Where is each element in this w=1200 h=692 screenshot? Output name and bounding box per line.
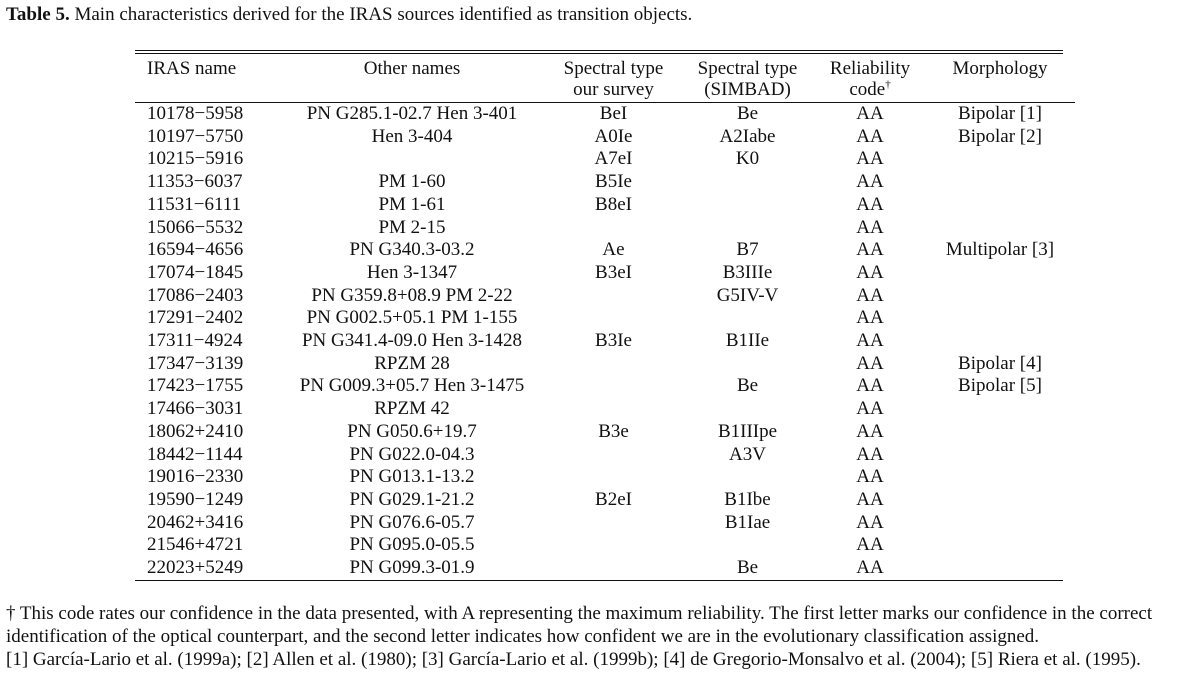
table-row xyxy=(135,307,1075,330)
cell-other-names: Hen 3-1347 xyxy=(366,261,458,283)
cell-reliability-code: AA xyxy=(856,466,884,488)
cell-reliability-code: AA xyxy=(856,488,884,510)
cell-reliability-code: AA xyxy=(856,284,884,306)
table-caption xyxy=(6,3,692,27)
cell-iras-name: 22023+5249 xyxy=(147,557,244,579)
cell-spectral-type-survey: A0Ie xyxy=(594,125,633,147)
cell-other-names: PM 1-61 xyxy=(378,193,446,215)
cell-spectral-type-simbad xyxy=(680,398,815,421)
cell-reliability-code: AA xyxy=(856,511,884,533)
cell-other-names: PN G095.0-05.5 xyxy=(349,534,475,556)
cell-other-names: PN G076.6-05.7 xyxy=(349,511,475,533)
cell-morphology: Bipolar [2] xyxy=(958,125,1042,147)
cell-morphology xyxy=(925,466,1075,489)
cell-spectral-type-simbad: B1Ibe xyxy=(724,488,771,510)
dagger-footnote: † This code rates our confidence in the data presented, with A representing the maximum reliability. The first letter marks our confidence in the correct identification of the optical counterpart, and the second letter indicates how confident we are in the evolutionary classification assigned. xyxy=(6,603,1153,647)
cell-reliability-code: AA xyxy=(856,557,884,579)
cell-spectral-type-simbad xyxy=(680,194,815,217)
cell-iras-name: 19016−2330 xyxy=(147,466,244,488)
cell-other-names: RPZM 42 xyxy=(374,398,450,420)
table-row xyxy=(135,239,1075,262)
header-morphology xyxy=(925,54,1075,103)
cell-morphology xyxy=(925,171,1075,194)
cell-spectral-type-simbad xyxy=(680,171,815,194)
cell-spectral-type-survey xyxy=(547,353,680,376)
header-other-names-line1: Other names xyxy=(363,58,461,79)
cell-spectral-type-survey xyxy=(547,375,680,398)
cell-iras-name: 18442−1144 xyxy=(147,443,243,465)
cell-morphology xyxy=(925,148,1075,171)
cell-morphology xyxy=(925,534,1075,557)
cell-iras-name: 19590−1249 xyxy=(147,488,244,510)
cell-iras-name: 17074−1845 xyxy=(147,261,244,283)
cell-spectral-type-survey xyxy=(547,285,680,308)
cell-reliability-code: AA xyxy=(856,216,884,238)
table-row xyxy=(135,375,1075,398)
cell-spectral-type-survey: A7eI xyxy=(594,148,633,170)
characteristics-table xyxy=(135,54,1075,580)
cell-reliability-code: AA xyxy=(856,398,884,420)
table-bottom-rule xyxy=(135,580,1063,581)
table-row xyxy=(135,466,1075,489)
characteristics-table-container xyxy=(135,50,1063,581)
cell-other-names: PN G029.1-21.2 xyxy=(349,488,475,510)
cell-iras-name: 17086−2403 xyxy=(147,284,244,306)
cell-iras-name: 17311−4924 xyxy=(147,330,243,352)
header-spectral-type-survey xyxy=(547,54,680,103)
cell-spectral-type-simbad: A3V xyxy=(729,443,766,465)
cell-iras-name: 15066−5532 xyxy=(147,216,244,238)
cell-spectral-type-simbad: B1IIe xyxy=(725,330,770,352)
cell-spectral-type-simbad: G5IV-V xyxy=(716,284,779,306)
cell-morphology xyxy=(925,398,1075,421)
cell-spectral-type-survey: B8eI xyxy=(595,193,632,215)
cell-spectral-type-simbad xyxy=(680,217,815,240)
header-iras-name xyxy=(135,54,277,103)
cell-other-names: PN G009.3+05.7 Hen 3-1475 xyxy=(299,375,525,397)
cell-morphology xyxy=(925,421,1075,444)
cell-spectral-type-survey: Ae xyxy=(602,239,625,261)
cell-morphology xyxy=(925,307,1075,330)
cell-spectral-type-simbad: A2Iabe xyxy=(719,125,776,147)
cell-spectral-type-survey xyxy=(547,512,680,535)
cell-morphology xyxy=(925,194,1075,217)
cell-other-names: PN G013.1-13.2 xyxy=(349,466,475,488)
cell-morphology xyxy=(925,285,1075,308)
cell-iras-name: 17291−2402 xyxy=(147,307,244,329)
cell-morphology xyxy=(925,489,1075,512)
cell-reliability-code: AA xyxy=(856,307,884,329)
header-spectral-type-survey-line1: Spectral type xyxy=(563,58,664,79)
cell-spectral-type-survey xyxy=(547,307,680,330)
cell-iras-name: 10197−5750 xyxy=(147,125,244,147)
header-other-names xyxy=(277,54,547,103)
cell-spectral-type-simbad xyxy=(680,466,815,489)
cell-morphology xyxy=(925,512,1075,535)
cell-spectral-type-simbad xyxy=(680,307,815,330)
table-row xyxy=(135,330,1075,353)
cell-other-names: PN G341.4-09.0 Hen 3-1428 xyxy=(301,330,523,352)
header-morphology-line1: Morphology xyxy=(952,58,1048,79)
cell-morphology xyxy=(925,330,1075,353)
cell-other-names: PN G022.0-04.3 xyxy=(349,443,475,465)
cell-other-names: PN G359.8+08.9 PM 2-22 xyxy=(311,284,513,306)
cell-reliability-code: AA xyxy=(856,352,884,374)
cell-morphology xyxy=(925,444,1075,467)
table-row xyxy=(135,262,1075,285)
cell-iras-name: 18062+2410 xyxy=(147,420,244,442)
references-footnote: [1] García-Lario et al. (1999a); [2] Allen et al. (1980); [3] García-Lario et al. (1999b); [4] de Gregorio-Monsalvo et al. (2004); [5] Riera et al. (1995). xyxy=(6,649,1141,670)
header-iras-name-line1: IRAS name xyxy=(147,58,237,79)
table-row xyxy=(135,489,1075,512)
cell-other-names: PM 2-15 xyxy=(378,216,446,238)
table-body xyxy=(135,103,1075,580)
cell-morphology: Bipolar [5] xyxy=(958,375,1042,397)
header-reliability-line2: code xyxy=(849,79,886,100)
cell-spectral-type-simbad: K0 xyxy=(735,148,760,170)
table-row xyxy=(135,557,1075,580)
cell-spectral-type-survey: B5Ie xyxy=(595,171,632,193)
table-caption-label: Table 5. xyxy=(6,4,70,25)
table-header xyxy=(135,54,1075,103)
table-caption-text: Main characteristics derived for the IRAS sources identified as transition objects. xyxy=(69,4,693,25)
cell-other-names: PN G340.3-03.2 xyxy=(349,239,475,261)
cell-iras-name: 11353−6037 xyxy=(147,171,243,193)
cell-spectral-type-survey: BeI xyxy=(599,103,628,124)
cell-other-names: PM 1-60 xyxy=(378,171,446,193)
table-row xyxy=(135,421,1075,444)
cell-reliability-code: AA xyxy=(856,148,884,170)
header-spectral-type-simbad-line2: (SIMBAD) xyxy=(704,79,791,100)
cell-other-names: PN G285.1-02.7 Hen 3-401 xyxy=(306,103,518,124)
cell-reliability-code: AA xyxy=(856,375,884,397)
table-row xyxy=(135,285,1075,308)
cell-other-names: Hen 3-404 xyxy=(371,125,453,147)
cell-reliability-code: AA xyxy=(856,171,884,193)
table-row xyxy=(135,534,1075,557)
cell-iras-name: 16594−4656 xyxy=(147,239,244,261)
cell-spectral-type-survey: B3e xyxy=(598,420,629,442)
cell-reliability-code: AA xyxy=(856,261,884,283)
cell-reliability-code: AA xyxy=(856,103,884,124)
cell-spectral-type-survey xyxy=(547,557,680,580)
table-row xyxy=(135,148,1075,171)
cell-morphology xyxy=(925,262,1075,285)
dagger-footnote-mark: † xyxy=(885,78,891,91)
cell-spectral-type-simbad xyxy=(680,353,815,376)
table-row xyxy=(135,171,1075,194)
cell-other-names: PN G099.3-01.9 xyxy=(349,557,475,579)
cell-spectral-type-simbad: Be xyxy=(736,557,759,579)
cell-reliability-code: AA xyxy=(856,443,884,465)
table-row xyxy=(135,444,1075,467)
cell-spectral-type-survey xyxy=(547,466,680,489)
cell-spectral-type-simbad xyxy=(680,534,815,557)
cell-other-names: PN G050.6+19.7 xyxy=(347,420,477,442)
cell-spectral-type-simbad: B1Iae xyxy=(724,511,771,533)
cell-spectral-type-survey xyxy=(547,217,680,240)
cell-spectral-type-simbad: B3IIIe xyxy=(722,261,773,283)
cell-reliability-code: AA xyxy=(856,420,884,442)
table-row xyxy=(135,126,1075,149)
table-footnotes xyxy=(6,602,1196,671)
cell-morphology: Multipolar [3] xyxy=(945,239,1055,261)
cell-iras-name: 21546+4721 xyxy=(147,534,244,556)
header-reliability-line1: Reliability xyxy=(829,58,911,79)
table-row xyxy=(135,103,1075,126)
table-row xyxy=(135,512,1075,535)
cell-spectral-type-survey: B2eI xyxy=(595,488,632,510)
cell-iras-name: 17423−1755 xyxy=(147,375,244,397)
cell-spectral-type-survey: B3eI xyxy=(595,261,632,283)
cell-reliability-code: AA xyxy=(856,534,884,556)
table-row xyxy=(135,398,1075,421)
cell-iras-name: 11531−6111 xyxy=(147,193,242,215)
table-row xyxy=(135,217,1075,240)
cell-iras-name: 10178−5958 xyxy=(147,103,244,124)
cell-reliability-code: AA xyxy=(856,125,884,147)
cell-reliability-code: AA xyxy=(856,193,884,215)
cell-iras-name: 10215−5916 xyxy=(147,148,244,170)
cell-morphology: Bipolar [4] xyxy=(958,352,1042,374)
cell-morphology xyxy=(925,217,1075,240)
header-spectral-type-survey-line2: our survey xyxy=(573,79,654,100)
cell-iras-name: 17466−3031 xyxy=(147,398,244,420)
cell-iras-name: 20462+3416 xyxy=(147,511,244,533)
cell-other-names: PN G002.5+05.1 PM 1-155 xyxy=(306,307,518,329)
cell-spectral-type-survey xyxy=(547,534,680,557)
cell-spectral-type-simbad: Be xyxy=(736,103,759,124)
header-reliability-code xyxy=(815,54,925,103)
cell-morphology xyxy=(925,557,1075,580)
cell-other-names: RPZM 28 xyxy=(374,352,450,374)
table-row xyxy=(135,194,1075,217)
header-spectral-type-simbad-line1: Spectral type xyxy=(697,58,798,79)
cell-spectral-type-survey: B3Ie xyxy=(595,330,632,352)
cell-other-names xyxy=(277,148,547,171)
table-row xyxy=(135,353,1075,376)
header-spectral-type-simbad xyxy=(680,54,815,103)
cell-morphology: Bipolar [1] xyxy=(958,103,1042,124)
cell-spectral-type-simbad: B7 xyxy=(736,239,759,261)
cell-spectral-type-simbad: B1IIIpe xyxy=(717,420,778,442)
cell-spectral-type-survey xyxy=(547,444,680,467)
cell-spectral-type-simbad: Be xyxy=(736,375,759,397)
cell-iras-name: 17347−3139 xyxy=(147,352,244,374)
cell-spectral-type-survey xyxy=(547,398,680,421)
cell-reliability-code: AA xyxy=(856,239,884,261)
cell-reliability-code: AA xyxy=(856,330,884,352)
